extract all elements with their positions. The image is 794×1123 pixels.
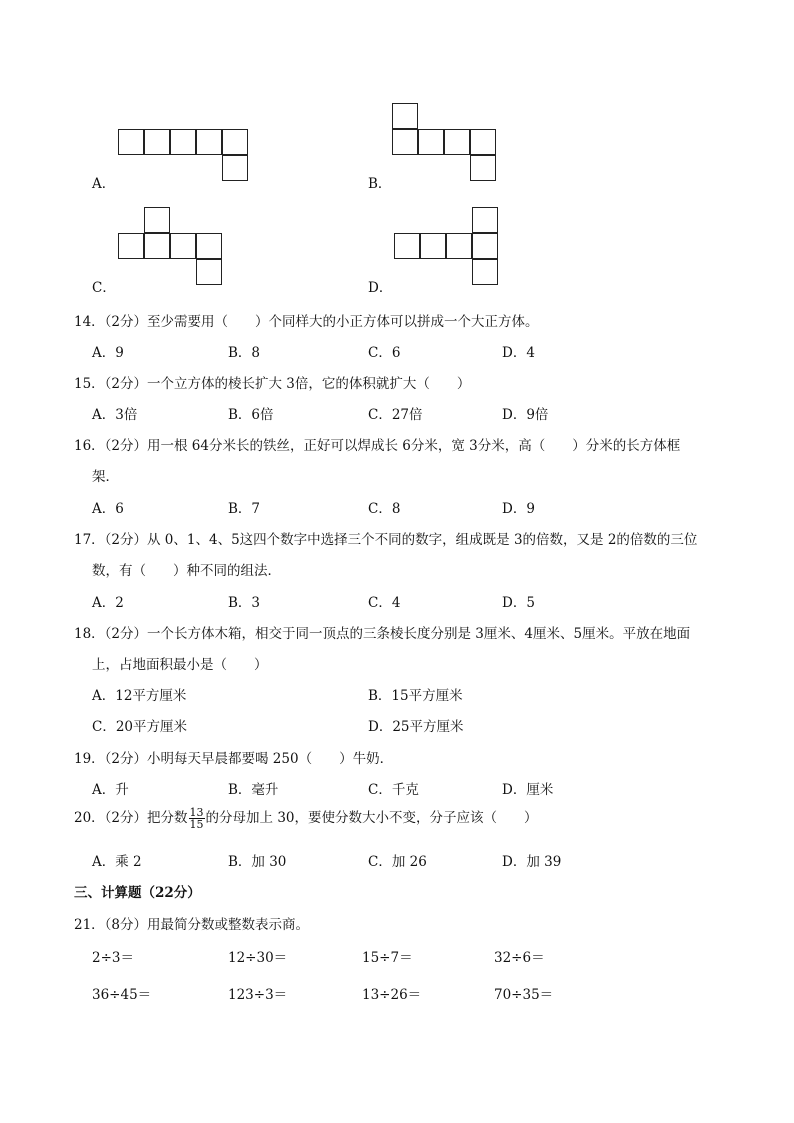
q17-option-d: D．5 <box>502 595 535 611</box>
q17-option-c: C．4 <box>368 595 401 611</box>
q21-item: 2÷3＝ <box>92 950 134 966</box>
q21-item: 32÷6＝ <box>494 950 545 966</box>
q14-option-c: C．6 <box>368 345 401 361</box>
question-18-stem-line1: 18．（2分）一个长方体木箱，相交于同一顶点的三条棱长度分别是 3厘米、4厘米、5厘米。平放在地面 <box>74 626 691 642</box>
q20-stem-post: 的分母加上 30，要使分数大小不变，分子应该（ ） <box>205 810 538 826</box>
option-d-label: D． <box>368 280 393 296</box>
q14-option-a: A．9 <box>92 345 124 361</box>
question-21-stem: 21．（8分）用最简分数或整数表示商。 <box>74 917 310 933</box>
q15-option-b: B．6倍 <box>228 407 274 423</box>
q20-fraction-numerator: 13 <box>189 806 204 819</box>
q19-option-c: C．千克 <box>368 782 419 798</box>
q16-option-d: D．9 <box>502 501 535 517</box>
q18-option-b: B．15平方厘米 <box>368 688 463 704</box>
q14-option-d: D．4 <box>502 345 535 361</box>
question-18-stem-line2: 上，占地面积最小是（ ） <box>92 657 268 673</box>
q20-option-d: D．加 39 <box>502 854 562 870</box>
q20-fraction-denominator: 15 <box>189 818 204 831</box>
q21-item: 15÷7＝ <box>362 950 413 966</box>
option-c-label: C． <box>92 280 116 296</box>
question-17-stem-line1: 17．（2分）从 0、1、4、5这四个数字中选择三个不同的数字，组成既是 3的倍数，又是 2的倍数的三位 <box>74 532 698 548</box>
question-16-stem-line1: 16．（2分）用一根 64分米长的铁丝，正好可以焊成长 6分米，宽 3分米，高（ ）分米的长方体框 <box>74 438 681 454</box>
q20-option-c: C．加 26 <box>368 854 427 870</box>
section-3-title: 三、计算题（22分） <box>74 885 201 901</box>
q18-option-c: C．20平方厘米 <box>92 719 188 735</box>
q14-option-b: B．8 <box>228 345 261 361</box>
q21-item: 12÷30＝ <box>228 950 288 966</box>
q18-option-a: A．12平方厘米 <box>92 688 187 704</box>
q18-option-d: D．25平方厘米 <box>368 719 464 735</box>
question-19-stem: 19．（2分）小明每天早晨都要喝 250（ ）牛奶． <box>74 751 394 767</box>
q15-option-d: D．9倍 <box>502 407 549 423</box>
q20-stem-pre: 20．（2分）把分数 <box>74 810 188 826</box>
question-20-stem <box>74 806 538 830</box>
q17-option-a: A．2 <box>92 595 124 611</box>
q15-option-a: A．3倍 <box>92 407 138 423</box>
question-16-stem-line2: 架． <box>92 469 119 485</box>
q21-item: 70÷35＝ <box>494 987 554 1003</box>
q16-option-b: B．7 <box>228 501 261 517</box>
q20-option-b: B．加 30 <box>228 854 287 870</box>
q16-option-a: A．6 <box>92 501 124 517</box>
q21-item: 13÷26＝ <box>362 987 422 1003</box>
question-14-stem: 14．（2分）至少需要用（ ）个同样大的小正方体可以拼成一个大正方体。 <box>74 314 539 330</box>
option-a-label: A． <box>92 176 116 192</box>
q19-option-a: A．升 <box>92 782 129 798</box>
q19-option-b: B．毫升 <box>228 782 279 798</box>
q20-option-a: A．乘 2 <box>92 854 142 870</box>
q16-option-c: C．8 <box>368 501 401 517</box>
q21-item: 123÷3＝ <box>228 987 288 1003</box>
question-17-stem-line2: 数，有（ ）种不同的组法． <box>92 563 281 579</box>
q21-item: 36÷45＝ <box>92 987 152 1003</box>
option-b-label: B． <box>368 176 392 192</box>
question-15-stem: 15．（2分）一个立方体的棱长扩大 3倍，它的体积就扩大（ ） <box>74 376 471 392</box>
q20-fraction <box>189 807 205 830</box>
q19-option-d: D．厘米 <box>502 782 554 798</box>
q17-option-b: B．3 <box>228 595 261 611</box>
q15-option-c: C．27倍 <box>368 407 423 423</box>
